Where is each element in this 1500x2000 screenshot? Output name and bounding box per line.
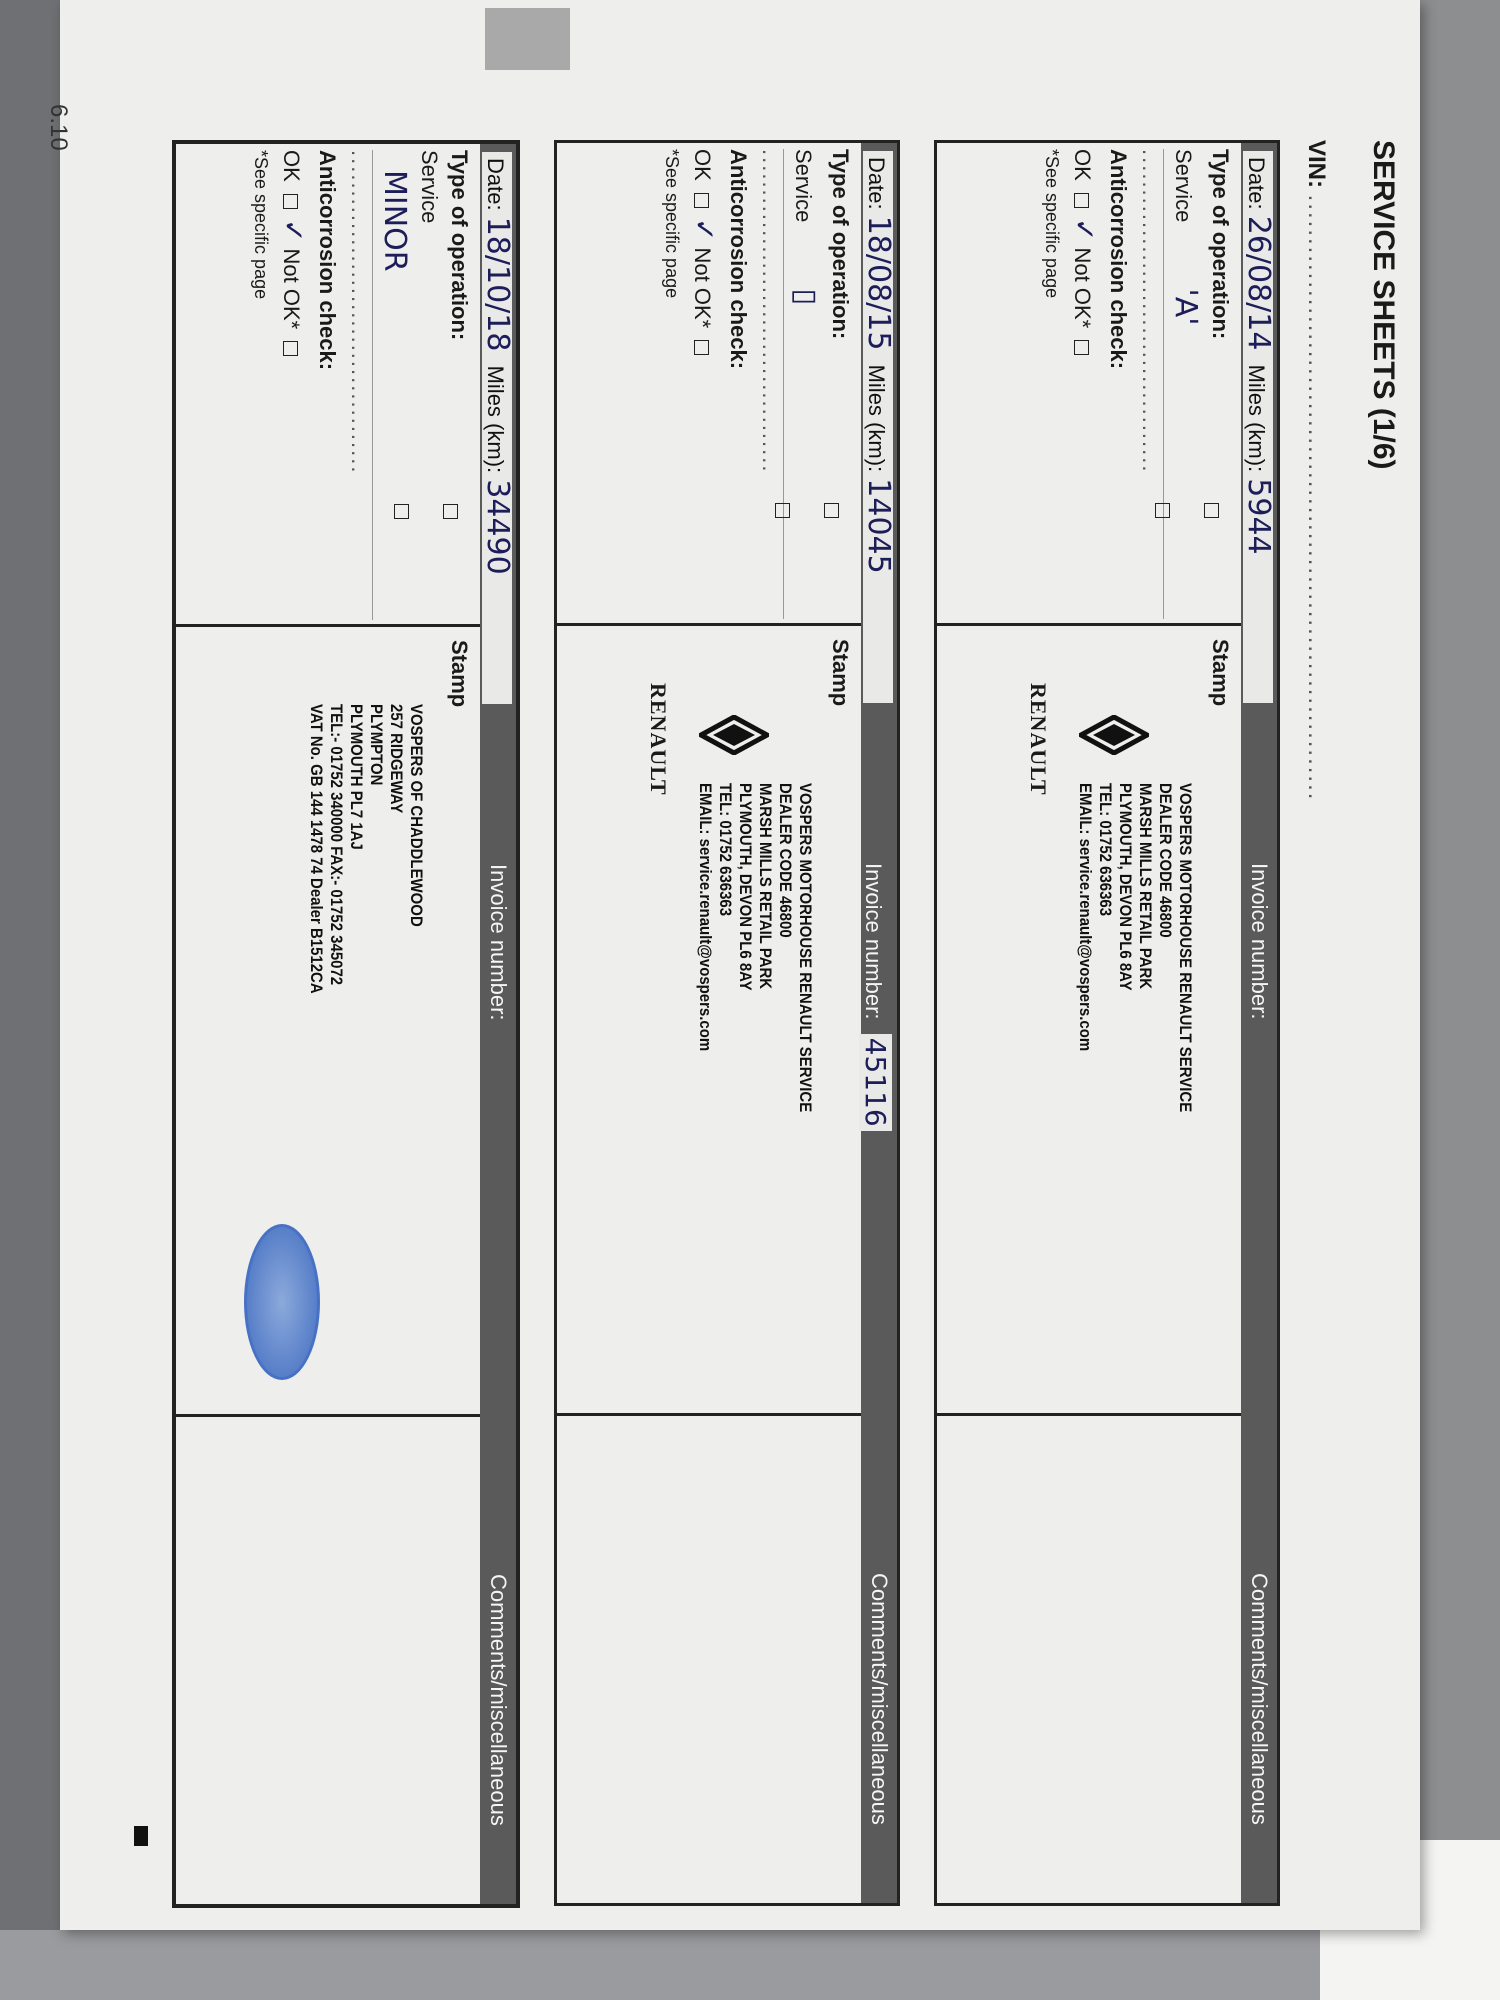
stamp-label: Stamp [447,640,472,708]
service-checkboxes [741,503,853,518]
service-entry-1 [934,140,1280,1906]
date-label: Date: [483,158,508,211]
service-note-line [377,150,412,620]
renault-logo-icon [1079,715,1149,755]
column-divider [176,1414,480,1417]
date-label: Date: [864,157,889,210]
stamp-line: EMAIL: service.renault@vospers.com [696,783,715,1052]
stamp-line: DEALER CODE 46800 [1156,783,1175,938]
page-mark [134,1826,148,1846]
service-label: Service [1171,149,1196,223]
service-note: 'A' [1168,288,1203,326]
not-ok-checkbox[interactable] [694,340,709,355]
date-label: Date: [1244,157,1269,210]
service-checkbox[interactable] [1204,503,1219,518]
dealer-brand: RENAULT [646,683,671,796]
other-checkbox[interactable] [775,503,790,518]
stamp-line: 257 RIDGEWAY [387,704,406,814]
other-checkbox[interactable] [1155,503,1170,518]
service-line [416,150,442,620]
comments-label: Comments/miscellaneous [486,1574,511,1826]
operation-column [1041,149,1233,619]
anticorrosion-label: Anticorrosion check: [726,149,751,370]
invoice-label: Invoice number: [486,864,511,1021]
corner-tab [485,8,570,70]
stamp-line: VAT No. GB 144 1478 74 Dealer B1512CA [307,704,326,994]
vin-row [1302,140,1330,801]
service-sheet-form [160,140,1400,1940]
see-page-note: *See specific page [251,150,271,300]
service-label: Service [417,150,442,224]
stamp-line: PLYMPTON [367,704,386,786]
renault-logo-icon [699,715,769,755]
stamp-line: VOSPERS MOTORHOUSE RENAULT SERVICE [1176,783,1195,1113]
background-bottom [0,1930,1500,2000]
anticorrosion-row [1068,149,1101,619]
tick-mark-icon: ✓ [1068,217,1101,242]
stamp-line: EMAIL: service.renault@vospers.com [1076,783,1095,1052]
entry-miles-value: 34490 [480,479,515,575]
vin-label: VIN: [1303,140,1330,188]
service-mark-icon: ▯ [788,288,823,305]
stamp-line: PLYMOUTH PL7 1AJ [347,704,366,850]
ok-checkbox[interactable] [283,194,298,209]
not-ok-checkbox[interactable] [1074,340,1089,355]
not-ok-label: Not OK* [1070,247,1095,329]
stamp-line: TEL: 01752 636363 [1096,783,1115,917]
not-ok-checkbox[interactable] [283,341,298,356]
see-page-note: *See specific page [662,149,682,299]
entry-header [1241,143,1277,1903]
stamp-line: TEL:- 01752 340000 FAX:- 01752 345072 [327,704,346,986]
operation-column [250,150,472,620]
blank-line: ........................................ [1137,149,1164,619]
ok-label: OK [690,149,715,181]
miles-label: Miles (km): [483,365,508,474]
not-ok-label: Not OK* [690,247,715,329]
ok-label: OK [1070,149,1095,181]
column-divider [937,1413,1241,1416]
anticorrosion-label: Anticorrosion check: [1106,149,1131,370]
invoice-label: Invoice number: [861,863,886,1020]
dealer-stamp [1075,783,1195,1112]
see-page-note: *See specific page [1042,149,1062,299]
comments-label: Comments/miscellaneous [1247,1573,1272,1825]
miles-label: Miles (km): [864,364,889,473]
service-entry-2 [554,140,900,1906]
service-checkboxes [1121,503,1233,518]
service-label: Service [791,149,816,223]
stamp-line: MARSH MILLS RETAIL PARK [1136,783,1155,990]
entry-date-cell [480,152,515,704]
entry-header [480,144,516,1904]
vin-field: ...................................................................... [1303,194,1330,802]
page-title: SERVICE SHEETS (1/6) [1367,140,1400,470]
type-of-operation-label: Type of operation: [828,149,853,340]
stamp-line: PLYMOUTH, DEVON PL6 8AY [736,783,755,991]
page-number: 6.10 [45,104,72,151]
anticorrosion-row [277,150,310,620]
column-divider [557,623,861,626]
stamp-line: TEL: 01752 636363 [716,783,735,917]
entry-date-cell [861,151,896,703]
not-ok-label: Not OK* [279,248,304,330]
invoice-cell [859,863,892,1131]
service-note: MINOR [377,170,412,272]
service-checkbox[interactable] [824,503,839,518]
blue-dealer-stamp [244,1224,320,1380]
service-line [788,149,823,619]
entry-miles-value: 5944 [1241,478,1276,555]
entry-header [861,143,897,1903]
tick-mark-icon: ✓ [688,217,721,242]
stamp-line: VOSPERS OF CHADDLEWOOD [407,704,426,927]
column-divider [937,623,1241,626]
blank-line: ........................................ [346,150,373,620]
type-of-operation-label: Type of operation: [1208,149,1233,340]
stamp-line: PLYMOUTH, DEVON PL6 8AY [1116,783,1135,991]
service-checkboxes [360,504,472,519]
stamp-label: Stamp [1208,639,1233,707]
ok-checkbox[interactable] [694,193,709,208]
entry-miles-value: 14045 [861,478,896,574]
stamp-label: Stamp [828,639,853,707]
type-of-operation-label: Type of operation: [447,150,472,341]
stamp-line: VOSPERS MOTORHOUSE RENAULT SERVICE [796,783,815,1113]
comments-label: Comments/miscellaneous [867,1573,892,1825]
tick-mark-icon: ✓ [277,218,310,243]
other-checkbox[interactable] [394,504,409,519]
entry-date-value: 18/08/15 [861,215,896,351]
ok-checkbox[interactable] [1074,193,1089,208]
anticorrosion-label: Anticorrosion check: [315,150,340,371]
dealer-stamp [695,783,815,1112]
stamp-line: MARSH MILLS RETAIL PARK [756,783,775,990]
dealer-stamp [306,704,426,994]
dealer-brand: RENAULT [1026,683,1051,796]
service-checkbox[interactable] [443,504,458,519]
column-divider [557,1413,861,1416]
entry-date-cell [1241,151,1276,703]
invoice-value: 45116 [859,1034,892,1131]
service-line [1168,149,1203,619]
column-divider [176,624,480,627]
entry-date-value: 18/10/18 [480,216,515,352]
miles-label: Miles (km): [1244,364,1269,473]
ok-label: OK [279,150,304,182]
blank-line: ........................................ [757,149,784,619]
stamp-line: DEALER CODE 46800 [776,783,795,938]
operation-column [661,149,853,619]
service-entry-3 [172,140,520,1908]
anticorrosion-row [688,149,721,619]
invoice-label: Invoice number: [1247,863,1272,1020]
entry-date-value: 26/08/14 [1241,215,1276,351]
